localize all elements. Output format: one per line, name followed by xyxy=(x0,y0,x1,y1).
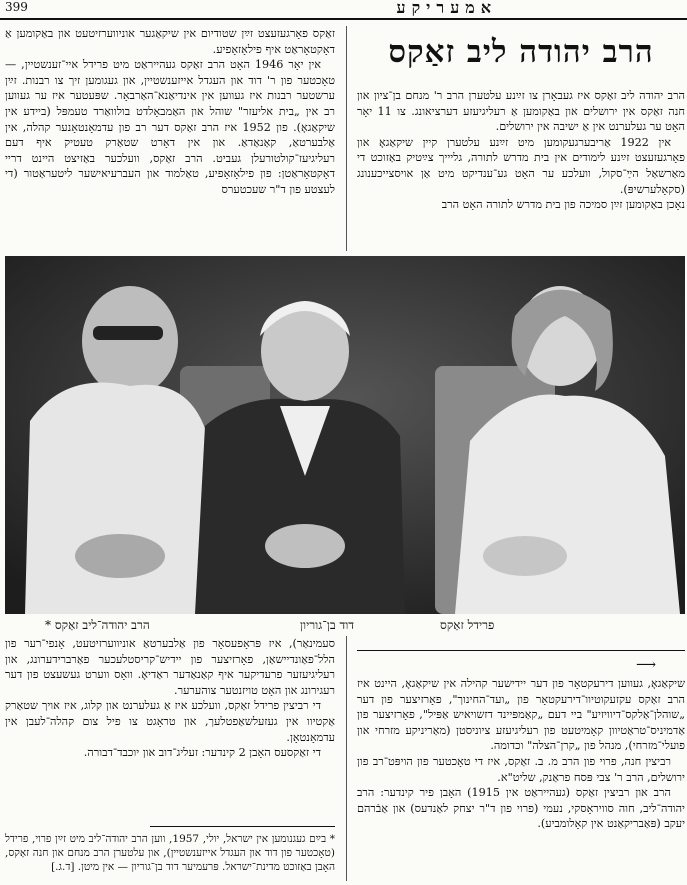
caption-center: דוד בן־גוריון xyxy=(300,618,355,632)
paragraph: שיקאַגאָ, געווען דירעקטאָר פון דער יידישער קהילה אין שיקאַגאָ, היינט איז הרב זאַקס עקזעקוטיוו־דירעקטאָר פון „ועד־החינוך", פאָרזיצער פון דער „שוהלן־אַלקס־דיוויזיע" ביי דעם „קאַמפּיינד דזשויאיש אַפּיל", פאָרזיצער פון אַדמיניס־טראַטיוון קאָמיטעט פון רעליגיעזע ציוניסטן (מאַריניקע מזרחי און פועלי־מזרחי), מנהל פון „קרן־הצלה" וכדומה. xyxy=(357,677,685,753)
caption-right: פרידל זאַקס xyxy=(440,618,495,632)
group-photograph xyxy=(5,256,685,614)
paragraph: הרב און רביצין זאַקס (געהייראַט אין 1915) האָבן פיר קינדער: הרב יהודה־ליב, חוה סוויראָסקי, נעמי (פרוי פון ד"ר יצחק לאַנדעס) און אַבֿרהם יעקב (פּאַבריקאַנט אין קאָלומביע). xyxy=(357,786,685,831)
caption-left: הרב יהודה־ליב זאַקס * xyxy=(45,618,150,632)
header-rule xyxy=(0,18,687,20)
footnote: * בײַם געגנומען אין ישראל, יולי, 1957, ווען הרב יהודה־ליב מיט זײַן פרוי, פרידל (טאָכטער פון דוד און העגדל אייזענשטיין), און עלטערן הרב מנחם און חנה זאַקס, האָבן באַזוכט מדינת־ישראל. פּרעמיער דוד בן־גוריון — אין מיטן. [ד.ג.] xyxy=(5,833,336,873)
paragraph: הרב יהודה ליב זאַקס איז געבאָרן צו זײַנע עלטערן הרב ר' מנחם בן־ציון און חנה זאַקס אין ירושלים און באַקומען אַ רעליגיעזע דערציאונג. צו 11 יאָר האָט ער געלערנט אין אַ ישיבה אין ירושלים. xyxy=(357,89,685,134)
paragraph: אין יאָר 1946 האָט הרב זאַקס געהייראַט מיט פרידל איי־זענשטיין, — טאָכטער פון ר' דוד און העגדל אייזענשטיין, און געגומען זיך צו רבנות. זײַן ערשטער רבנות איז געווען אין אינדיאַנא־האַרבאָר. שפּעטער איז ער געווען רב אין „בית אליעזר" שוהל און האַמבאָלדט בולוואַרד טעמפּל (ביידע אין שיקאַגאָ). פון 1952 איז הרב זאַקס דער רב פון עדמאָנטאָנער קהלה, אין אַלבערטאַ, קאַנאַדאַ. און אין דאָרט שטאַרק טעטיק איף דעם רעליגיעז־קולטורעלן געביט. הרב זאַקס, וועלכער באַזיצט היינט דריי דאָקטאָראַטן: פון פילאָזאָפיע, טאַלמוד און העברעיאישער ליטעראַטור (די לעצטע פון ד"ר שעכטערס xyxy=(5,58,335,196)
footnote-rule xyxy=(150,826,335,827)
arrow-icon: ⟶ xyxy=(636,657,657,673)
paragraph: סעמינאַר), איז פּראָפעסאָר פון אַלבערטאַ אוניווערזיטעט, אָנפי־רער פון הלל־פאַונדיישאַן, פאָרזיצער פון יידיש־קריסטלעכער פאַרברידערונג, און רעליגיעזער פרעדיקער איף קאַנאַדער ראַדיאָ. וואָס ווערט געשעצט פון דער רעגירונג און האָט טויזנטער צוהערער. xyxy=(5,637,335,697)
paragraph: אין 1922 אַריבערגעקומען מיט זײַנע עלטערן קיין שיקאַגאָ און פאָרגעזעצט זײַנע לימודים אין בית מדרש לתורה, גליייך צײַטיק באַזוכט די מאַרשאַל הײַ־סקול, וועלכע ער האָט גע־ענדיקט מיט אַן אויסצייכענונג (סקאָלערשיפּ). xyxy=(357,135,685,196)
paragraph: נאָכן באַקומען זײַן סמיכה פון בית מדרש לתורה האָט הרב xyxy=(441,198,685,212)
section-rule xyxy=(357,650,685,651)
paragraph: זאַקס פאָרגעזעצט זײַן שטודיום אין שיקאַגער אוניווערזיטעט און באַקומען אַ דאָקטאָראַט איף פילאָזאָפיע. xyxy=(5,27,335,56)
paragraph: רביצין חנה, פרוי פון הרב מ. ב. זאַקס, איז די טאָכטער פון הויפּט־רב פון ירושלים, הרב ר' צבי פּסח פראַנק, שליט"א. xyxy=(357,754,685,784)
column-divider xyxy=(346,26,347,251)
paragraph: די רביצין פרידל זאַקס, וועלכע איז אַ געלערנט און קלוג, איז אויך שטאַרק אַקטיוו אין געזעלשאַפטלעך, און טראָגט צו פיל צום קהלה־לעבן אין עדמאָנטאָן. xyxy=(5,699,335,744)
column-divider xyxy=(346,636,347,881)
left-bottom-column xyxy=(5,636,335,761)
page-number: 399 xyxy=(5,0,28,14)
paragraph: די זאַקסעס האָבן 2 קינדער: זעליג־דוב און יוכבד־דבורה. xyxy=(83,746,321,760)
running-head: אמעריקע xyxy=(396,0,497,17)
left-top-column xyxy=(5,26,335,198)
photo-illustration xyxy=(5,256,685,614)
right-top-column xyxy=(357,88,685,213)
right-bottom-column xyxy=(357,676,685,832)
article-title: הרב יהודה ליב זאַקס xyxy=(388,34,654,70)
